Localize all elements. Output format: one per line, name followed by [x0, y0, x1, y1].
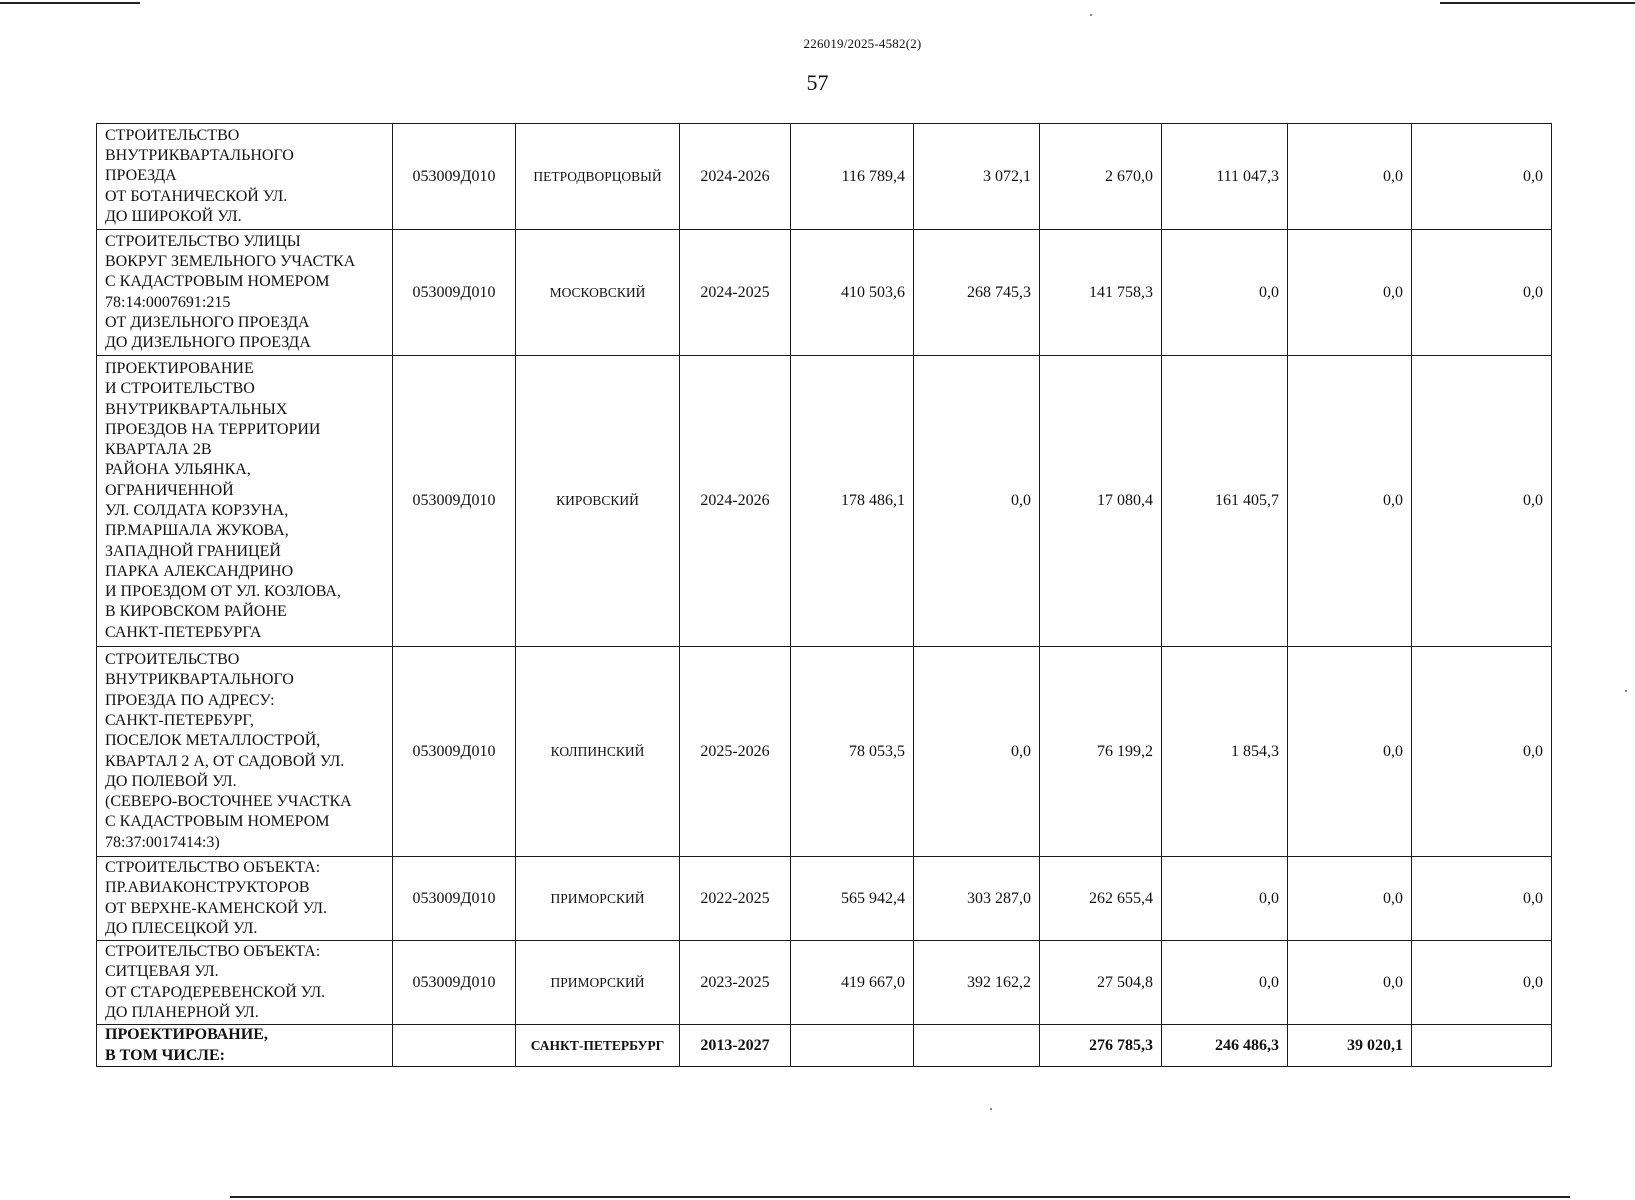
- district: МОСКОВСКИЙ: [516, 230, 680, 356]
- period: 2023-2025: [680, 941, 791, 1025]
- scan-speck: [990, 1108, 992, 1110]
- value-col-3: 76 199,2: [1040, 647, 1162, 857]
- value-col-5: 0,0: [1288, 356, 1412, 647]
- budget-table: [96, 123, 1552, 1067]
- value-col-3: 17 080,4: [1040, 356, 1162, 647]
- district: САНКТ-ПЕТЕРБУРГ: [516, 1025, 680, 1067]
- period: 2025-2026: [680, 647, 791, 857]
- value-col-3: 2 670,0: [1040, 124, 1162, 230]
- document-number: 226019/2025-4582(2): [803, 36, 922, 51]
- budget-code: 053009Д010: [393, 647, 516, 857]
- budget-code: [393, 1025, 516, 1067]
- period: 2013-2027: [680, 1025, 791, 1067]
- scan-speck: [1090, 14, 1092, 16]
- value-col-6: 0,0: [1412, 356, 1552, 647]
- scan-edge-bottom: [230, 1196, 1570, 1198]
- value-total: 116 789,4: [791, 124, 914, 230]
- value-col-5: 0,0: [1288, 941, 1412, 1025]
- value-total: 419 667,0: [791, 941, 914, 1025]
- object-name: ПРОЕКТИРОВАНИЕ, В ТОМ ЧИСЛЕ:: [97, 1025, 393, 1067]
- object-name: СТРОИТЕЛЬСТВО ОБЪЕКТА: СИТЦЕВАЯ УЛ. ОТ СТАРОДЕРЕВЕНСКОЙ УЛ. ДО ПЛАНЕРНОЙ УЛ.: [97, 941, 393, 1025]
- scan-edge-top-right: [1440, 2, 1635, 4]
- value-col-3: 262 655,4: [1040, 857, 1162, 941]
- table-row: [97, 857, 1552, 941]
- value-col-3: 141 758,3: [1040, 230, 1162, 356]
- value-col-5: 0,0: [1288, 124, 1412, 230]
- district: КИРОВСКИЙ: [516, 356, 680, 647]
- budget-code: 053009Д010: [393, 230, 516, 356]
- scan-edge-top-left: [0, 2, 140, 4]
- value-col-2: 3 072,1: [914, 124, 1040, 230]
- value-col-2: 0,0: [914, 356, 1040, 647]
- page-number: 57: [806, 70, 829, 95]
- value-col-4: 246 486,3: [1162, 1025, 1288, 1067]
- budget-code: 053009Д010: [393, 124, 516, 230]
- object-name: СТРОИТЕЛЬСТВО УЛИЦЫ ВОКРУГ ЗЕМЕЛЬНОГО УЧАСТКА С КАДАСТРОВЫМ НОМЕРОМ 78:14:0007691:215 ОТ ДИЗЕЛЬНОГО ПРОЕЗДА ДО ДИЗЕЛЬНОГО ПРОЕЗДА: [97, 230, 393, 356]
- value-total: 78 053,5: [791, 647, 914, 857]
- period: 2024-2026: [680, 124, 791, 230]
- value-col-6: 0,0: [1412, 857, 1552, 941]
- value-col-5: 0,0: [1288, 857, 1412, 941]
- value-total: 410 503,6: [791, 230, 914, 356]
- value-col-5: 0,0: [1288, 230, 1412, 356]
- value-col-6: [1412, 1025, 1552, 1067]
- value-col-3: 276 785,3: [1040, 1025, 1162, 1067]
- district: ПРИМОРСКИЙ: [516, 941, 680, 1025]
- value-total: 178 486,1: [791, 356, 914, 647]
- district: ПЕТРОДВОРЦОВЫЙ: [516, 124, 680, 230]
- value-col-4: 1 854,3: [1162, 647, 1288, 857]
- object-name: СТРОИТЕЛЬСТВО ВНУТРИКВАРТАЛЬНОГО ПРОЕЗДА ОТ БОТАНИЧЕСКОЙ УЛ. ДО ШИРОКОЙ УЛ.: [97, 124, 393, 230]
- value-col-4: 111 047,3: [1162, 124, 1288, 230]
- value-total: [791, 1025, 914, 1067]
- table-row: [97, 941, 1552, 1025]
- object-name: ПРОЕКТИРОВАНИЕ И СТРОИТЕЛЬСТВО ВНУТРИКВАРТАЛЬНЫХ ПРОЕЗДОВ НА ТЕРРИТОРИИ КВАРТАЛА 2В РАЙОНА УЛЬЯНКА, ОГРАНИЧЕННОЙ УЛ. СОЛДАТА КОРЗУНА, ПР.МАРШАЛА ЖУКОВА, ЗАПАДНОЙ ГРАНИЦЕЙ ПАРКА АЛЕКСАНДРИНО И ПРОЕЗДОМ ОТ УЛ. КОЗЛОВА, В КИРОВСКОМ РАЙОНЕ САНКТ-ПЕТЕРБУРГА: [97, 356, 393, 647]
- budget-code: 053009Д010: [393, 941, 516, 1025]
- value-col-6: 0,0: [1412, 647, 1552, 857]
- value-col-2: [914, 1025, 1040, 1067]
- budget-code: 053009Д010: [393, 356, 516, 647]
- table-row: [97, 230, 1552, 356]
- value-col-6: 0,0: [1412, 941, 1552, 1025]
- district: КОЛПИНСКИЙ: [516, 647, 680, 857]
- table-row: [97, 356, 1552, 647]
- value-col-4: 161 405,7: [1162, 356, 1288, 647]
- value-col-6: 0,0: [1412, 124, 1552, 230]
- object-name: СТРОИТЕЛЬСТВО ОБЪЕКТА: ПР.АВИАКОНСТРУКТОРОВ ОТ ВЕРХНЕ-КАМЕНСКОЙ УЛ. ДО ПЛЕСЕЦКОЙ УЛ.: [97, 857, 393, 941]
- value-col-5: 0,0: [1288, 647, 1412, 857]
- value-col-2: 392 162,2: [914, 941, 1040, 1025]
- object-name: СТРОИТЕЛЬСТВО ВНУТРИКВАРТАЛЬНОГО ПРОЕЗДА ПО АДРЕСУ: САНКТ-ПЕТЕРБУРГ, ПОСЕЛОК МЕТАЛЛОСТРОЙ, КВАРТАЛ 2 А, ОТ САДОВОЙ УЛ. ДО ПОЛЕВОЙ УЛ. (СЕВЕРО-ВОСТОЧНЕЕ УЧАСТКА С КАДАСТРОВЫМ НОМЕРОМ 78:37:0017414:3): [97, 647, 393, 857]
- period: 2024-2025: [680, 230, 791, 356]
- value-col-2: 0,0: [914, 647, 1040, 857]
- scan-speck: [1625, 690, 1627, 692]
- value-total: 565 942,4: [791, 857, 914, 941]
- table-row-total: [97, 1025, 1552, 1067]
- value-col-4: 0,0: [1162, 857, 1288, 941]
- table-row: [97, 124, 1552, 230]
- value-col-2: 303 287,0: [914, 857, 1040, 941]
- table-row: [97, 647, 1552, 857]
- period: 2024-2026: [680, 356, 791, 647]
- value-col-4: 0,0: [1162, 941, 1288, 1025]
- budget-code: 053009Д010: [393, 857, 516, 941]
- district: ПРИМОРСКИЙ: [516, 857, 680, 941]
- value-col-6: 0,0: [1412, 230, 1552, 356]
- value-col-5: 39 020,1: [1288, 1025, 1412, 1067]
- value-col-2: 268 745,3: [914, 230, 1040, 356]
- period: 2022-2025: [680, 857, 791, 941]
- value-col-4: 0,0: [1162, 230, 1288, 356]
- value-col-3: 27 504,8: [1040, 941, 1162, 1025]
